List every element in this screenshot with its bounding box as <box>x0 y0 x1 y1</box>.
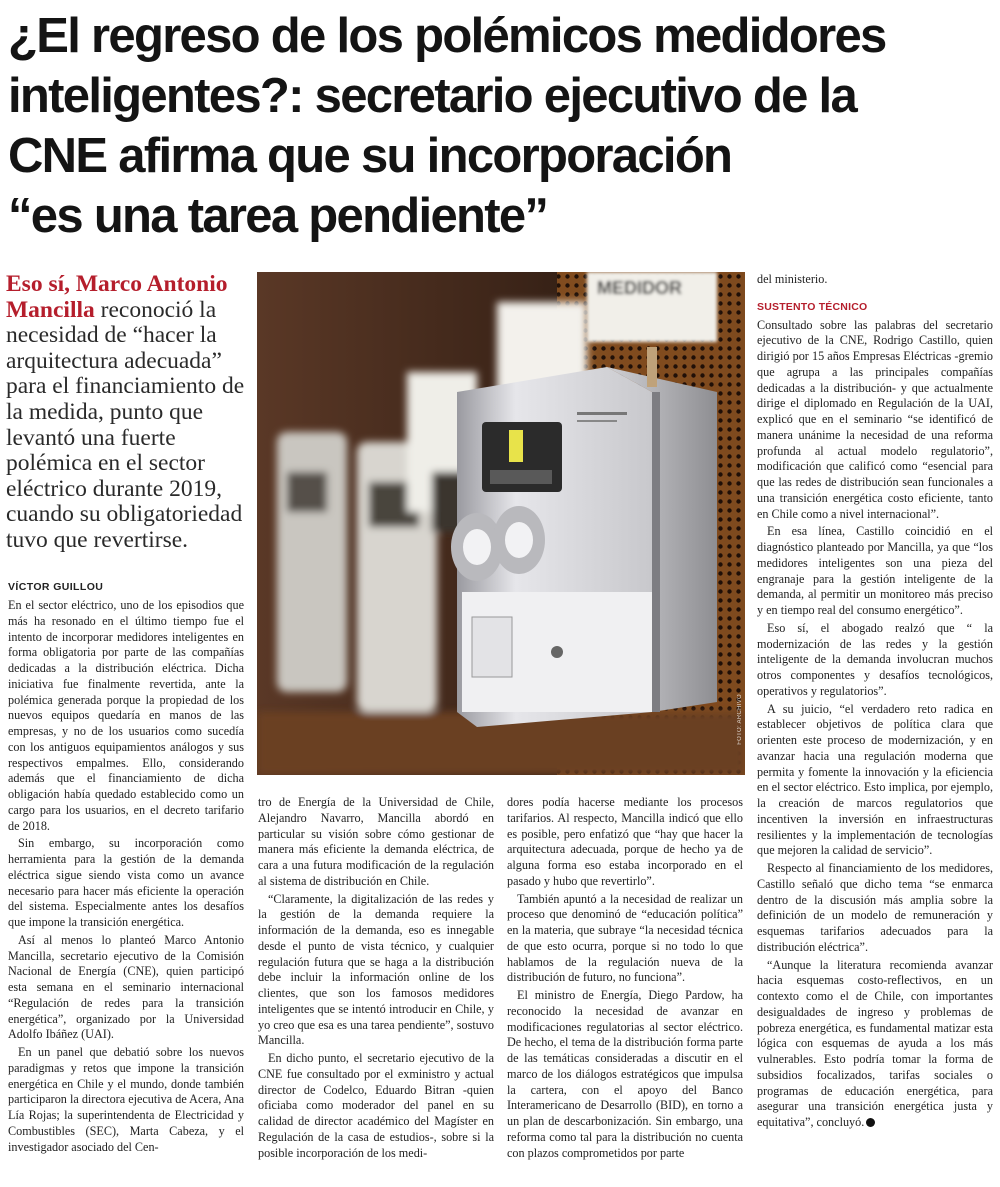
photo-credit: FOTO: ARCHIVO <box>737 694 743 745</box>
sticker-text: MEDIDOR <box>597 278 682 298</box>
paragraph: “Claramente, la digitalización de las redes y la gestión de la demanda requiere la información de la demanda, eso es innegable desde el punto de vista técnico, y cualquier regulación futura que se haga a la distribución debe incluir la información online de los clientes, que son los famosos medidores inteligentes que se intentó introducir en Chile, y yo creo que esa es una tarea pendiente”, sostuvo Mancilla. <box>258 891 494 1048</box>
headline-line-1: ¿El regreso de los polémicos medidores <box>8 9 886 63</box>
headline-line-4: “es una tarea pendiente” <box>8 189 548 243</box>
closing-paragraph-text: “Aunque la literatura recomienda avanzar hacia esquemas costo-reflectivos, en un contexto como el de Chile, con importantes desigualdades de ingreso y problemas de pobreza energética, es fundamental matizar esta lógica con esquemas de ayuda a los más vulnerables. Esto podría tomar la forma de subsidios focalizados, tarifas sociales o programas de educación energética, para asegurar una transición energética justa y equitativa”, concluyó. <box>757 957 993 1129</box>
paragraph: Consultado sobre las palabras del secretario ejecutivo de la CNE, Rodrigo Castillo, quien dirigió por 15 años Empresas Eléctricas -gremio que agrupa a las principales compañías dedicadas a la distribución- y que actualmente dirige el diplomado en Regulación de la UAI, explicó que en el seminario “se identificó de manera unánime la necesidad de una reforma profunda al actual modelo regulatorio”, modificación que calificó como “esencial para que las redes de distribución sean funcionales a una transición energética costo eficiente, tanto en Chile como a nivel internacional”. <box>757 317 993 521</box>
body-column-1 <box>8 598 244 1155</box>
pull-quote-lead: Eso sí, Marco Antonio Mancilla <box>6 271 228 323</box>
paragraph: En esa línea, Castillo coincidió en el diagnóstico planteado por Mancilla, ya que “los medidores inteligentes son una pieza del engranaje para la gestión inteligente de la demanda, al permitir un monitoreo más preciso y en tiempo real del consumo energético”. <box>757 524 993 617</box>
paragraph: A su juicio, “el verdadero reto radica en establecer objetivos de política clara que orienten este proceso de modernización, y en avanzar hacia una regulación moderna que permita y fomente la innovación y la eficiencia en el sector eléctrico. Esto implica, por ejemplo, la creación de marcos regulatorios que incentiven la inversión en infraestructuras resilientes y la implementación de tecnologías que mejoren la calidad de servicio”. <box>757 701 993 858</box>
paragraph: Eso sí, el abogado realzó que “ la modernización de las redes y la gestión inteligente de la demanda involucran muchos otros componentes y desafíos tecnológicos, operativos y regulatorios”. <box>757 620 993 698</box>
paragraph: Sin embargo, su incorporación como herramienta para la gestión de la demanda eléctrica sigue siendo vista como un avance necesario para hacer más eficiente la operación del sistema. Especialmente antes los desafíos que impone la transición energética. <box>8 836 244 929</box>
smart-meter-photo <box>257 272 745 775</box>
body-column-3 <box>507 795 743 1161</box>
headline <box>8 6 993 246</box>
paragraph: En el sector eléctrico, uno de los episodios que más ha resonado en el último tiempo fue el intento de incorporar medidores inteligentes en forma obligatoria por parte de las compañías dedicadas a la distribución eléctrica. Dicha iniciativa fue finalmente revertida, ante la polémica generada porque la propiedad de los nuevos equipos quedaría en manos de las empresas, y no de los usuarios como sucedía con los antiguos equipamientos análogos y sus respectivos empalmes. Ello, considerando además que el financiamiento de dicha obligación había quedado establecido como un cargo para los usuarios, en el decreto tarifario de 2018. <box>8 598 244 833</box>
pull-quote <box>6 272 256 554</box>
pull-quote-text: reconoció la necesidad de “hacer la arquitectura adecuada” para el financiamiento de la medida, punto que levantó una fuerte polémica en el sector eléctrico durante 2019, cuando su obligatoriedad tuvo que revertirse. <box>6 296 245 553</box>
body-column-4 <box>757 272 993 1131</box>
headline-line-2: inteligentes?: secretario ejecutivo de la <box>8 69 856 123</box>
smart-meter-illustration <box>257 272 745 775</box>
paragraph: También apuntó a la necesidad de realizar un proceso que denominó de “educación política” en la materia, que subraye “la necesidad técnica de que esto ocurra, porque si no todo lo que hablamos de la regulación nueva de la distribución de futuro, no funciona”. <box>507 891 743 985</box>
paragraph: tro de Energía de la Universidad de Chile, Alejandro Navarro, Mancilla abordó en particular su visión sobre cómo gestionar de manera más eficiente la demanda eléctrica, de cara a una futura modificación de la regulación al sistema de distribución en Chile. <box>258 795 494 888</box>
body-column-2 <box>258 795 494 1161</box>
paragraph <box>757 958 993 1131</box>
paragraph: Respecto al financiamiento de los medidores, Castillo señaló que dicho tema “se enmarca dentro de la discusión más amplia sobre la definición de un modelo de remuneración y esquemas tarifarios adecuados para la distribución eléctrica”. <box>757 861 993 954</box>
paragraph: dores podía hacerse mediante los procesos tarifarios. Al respecto, Mancilla indicó que ello es posible, pero enfatizó que “hay que hacer la arquitectura adecuada, porque de hecho ya de alguna forma eso estaba incorporado en el pasado y hubo que revertirlo”. <box>507 795 743 888</box>
section-subhead: SUSTENTO TÉCNICO <box>757 300 868 313</box>
paragraph: del ministerio. <box>757 272 828 286</box>
paragraph: Así al menos lo planteó Marco Antonio Mancilla, secretario ejecutivo de la Comisión Nacional de Energía (CNE), quien participó esta semana en el seminario internacional “Regulación de redes para la transición energética”, organizado por la Universidad Adolfo Ibáñez (UAI). <box>8 932 244 1042</box>
headline-line-3: CNE afirma que su incorporación <box>8 129 732 183</box>
end-of-article-icon <box>866 1118 875 1127</box>
paragraph: En dicho punto, el secretario ejecutivo de la CNE fue consultado por el exministro y actual director de Codelco, Eduardo Bitran -quien oficiaba como moderador del panel en su calidad de director académico del Magíster en Regulación de la casa de estudios-, sobre si la posible incorporación de los medi- <box>258 1051 494 1160</box>
paragraph: El ministro de Energía, Diego Pardow, ha reconocido la necesidad de avanzar en modificaciones regulatorias al sector eléctrico. De hecho, el tema de la distribución forma parte de las temáticas consideradas a discutir en el marco de los diálogos estratégicos que impulsa la cartera, con el apoyo del Banco Interamericano de Desarrollo (BID), en torno a un plan de descarbonización. Sin embargo, una reforma como tal para la distribución no cuenta con plazos comprometidos por parte <box>507 988 743 1160</box>
author-byline: VÍCTOR GUILLOU <box>8 581 104 593</box>
paragraph: En un panel que debatió sobre los nuevos paradigmas y retos que impone la transición energética en Chile y el mundo, donde también participaron la directora ejecutiva de Acera, Ana Lía Rojas; la superintendenta de Electricidad y Combustibles (SEC), Marta Cabeza, y el investigador asociado del Cen- <box>8 1045 244 1154</box>
